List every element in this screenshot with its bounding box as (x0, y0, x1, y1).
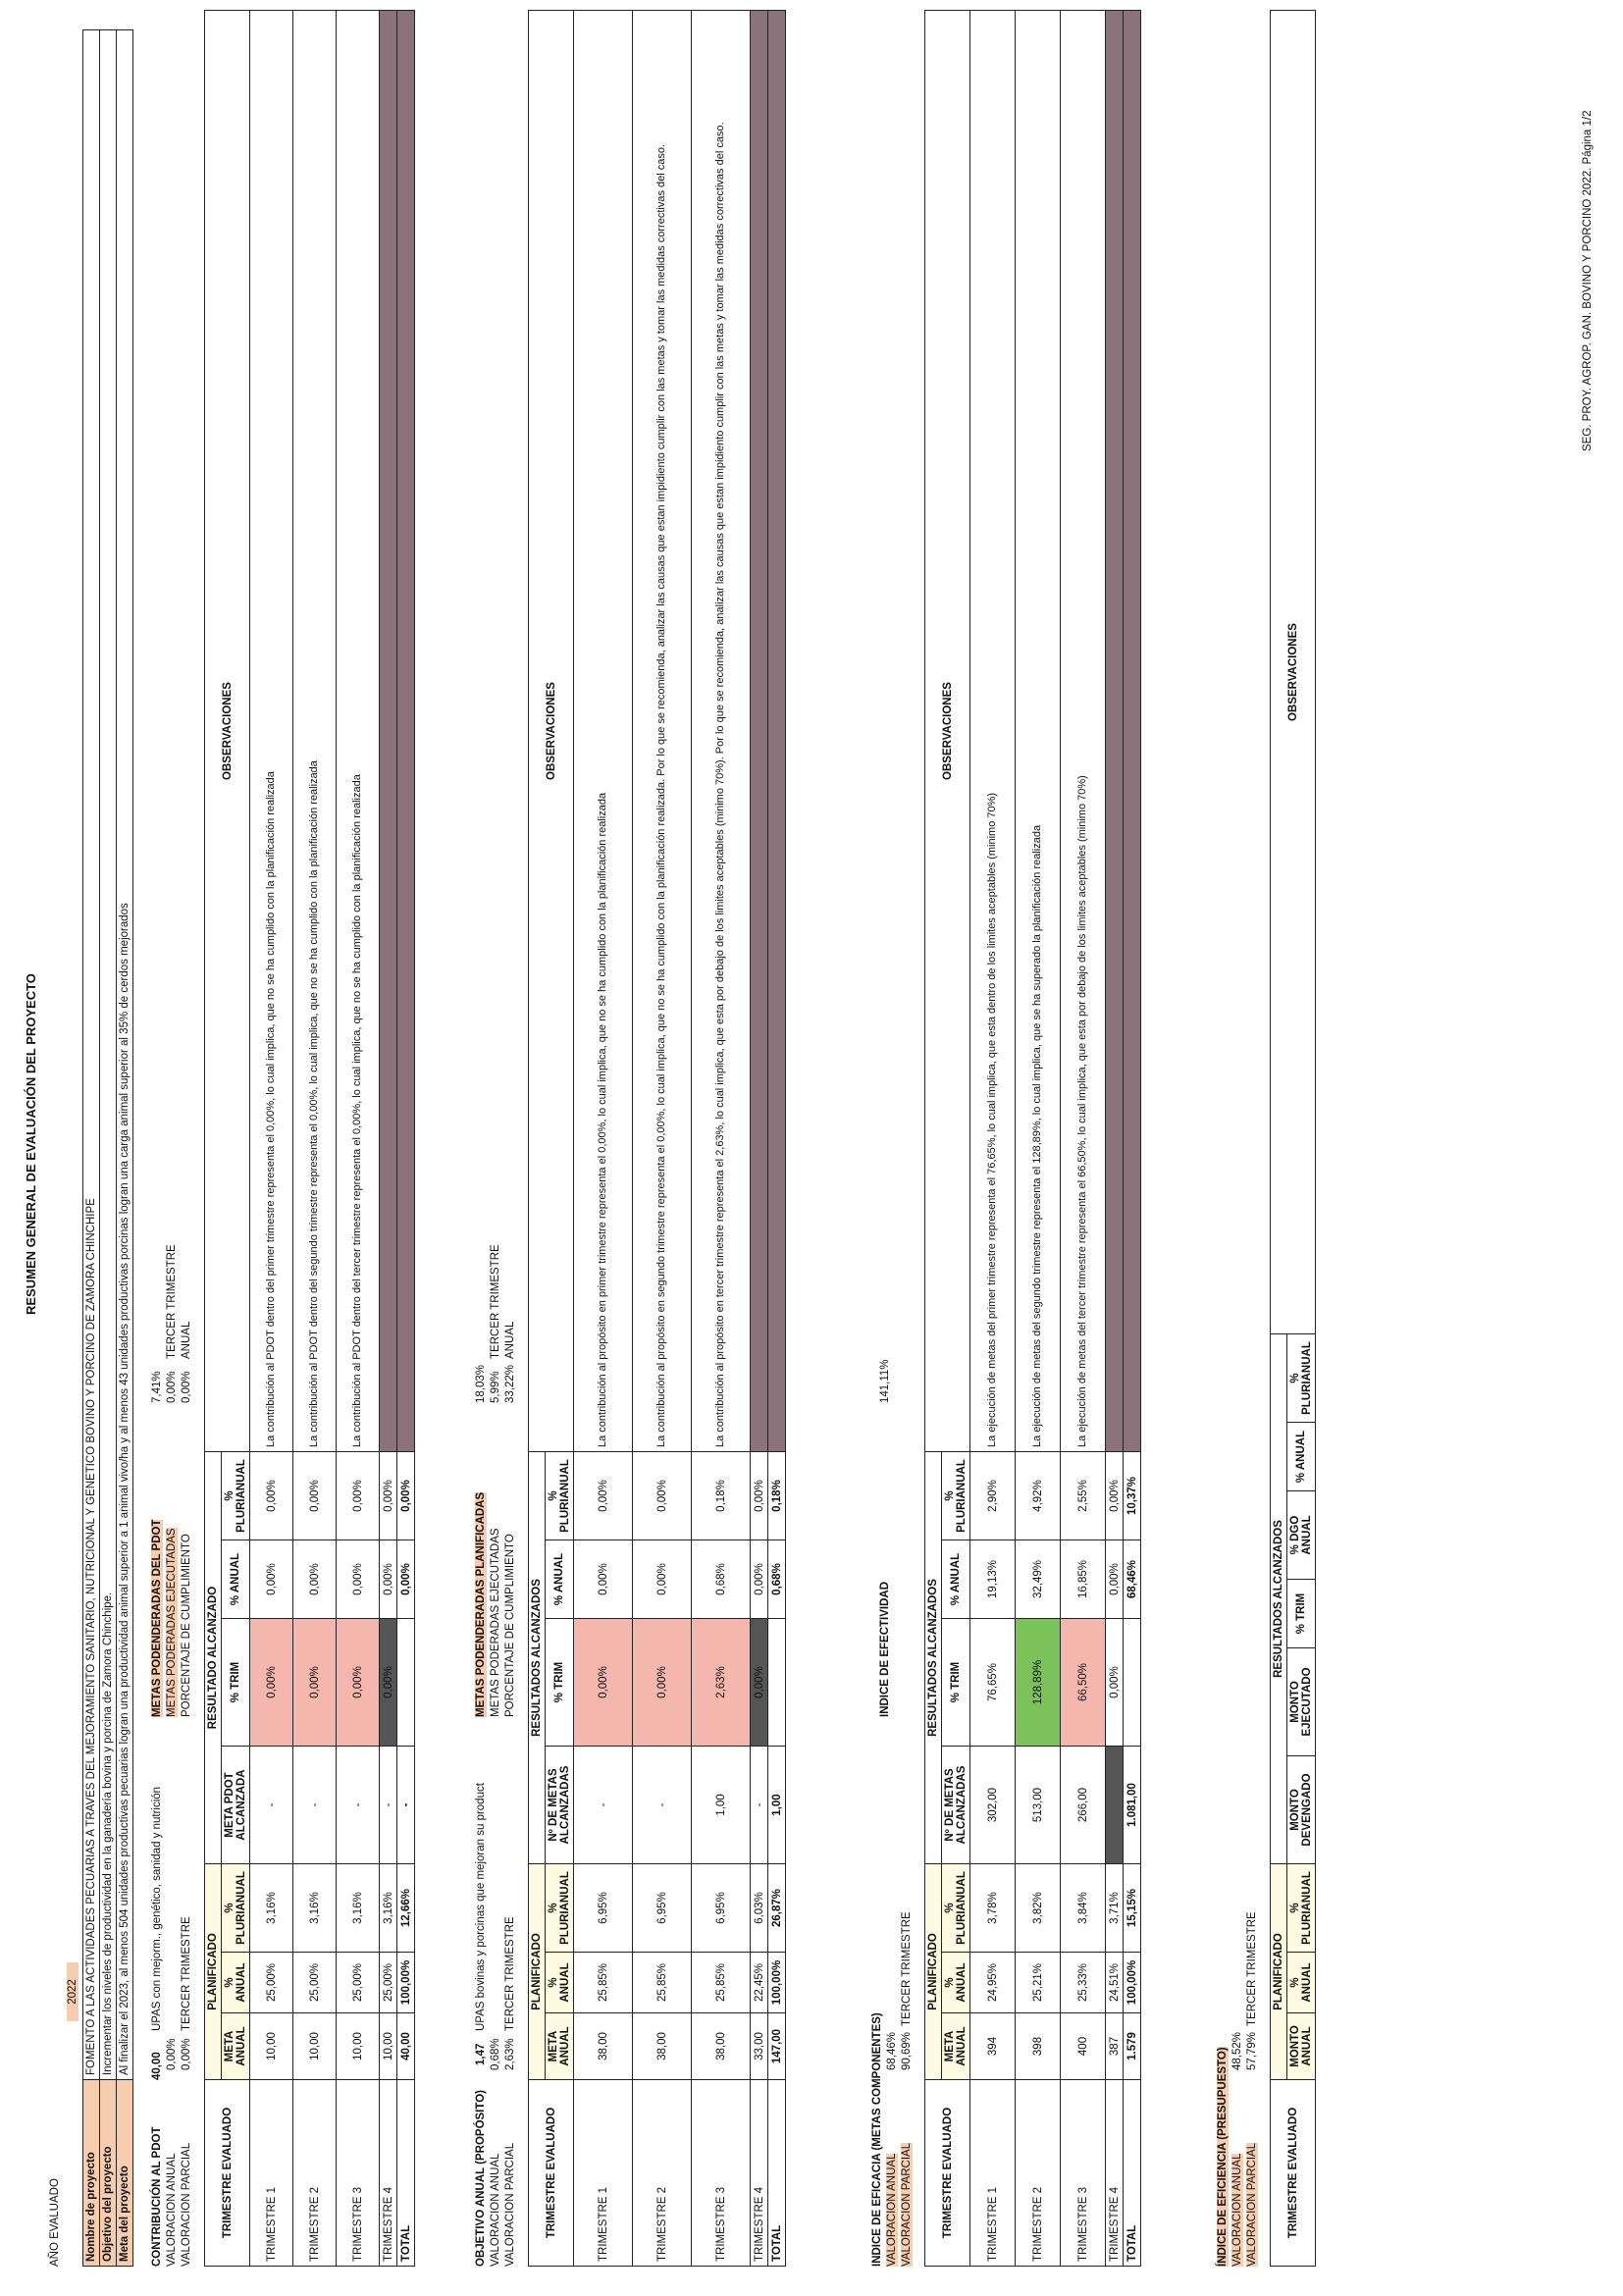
prop-metas-ejec: 5,99% (490, 1371, 501, 1403)
cell-rpluri: 0,18% (768, 1452, 786, 1540)
table-row (397, 11, 415, 2267)
cell-obs: La contribución al propósito en primer trimestre representa el 0,00%, lo cual implica, que no se ha cumplido con la planificación realizada (574, 11, 633, 1452)
cell-pluri: 26,87% (768, 1864, 786, 1953)
cell-trim (768, 1619, 786, 1747)
cell-ranual: 0,00% (337, 1540, 380, 1619)
eficiencia-tercer-trim: TERCER TRIMESTRE (1246, 1911, 1258, 2026)
cell-ranual: 0,00% (1106, 1540, 1124, 1619)
prop-val-anual-label: VALORACION ANUAL (490, 2153, 501, 2267)
cell-obs: La ejecución de metas del primer trimestre representa el 76,65%, lo cual implica, que esta dentro de los limites aceptables (minimo 70%) (970, 11, 1016, 1452)
cell-rpluri: 0,00% (1106, 1452, 1124, 1540)
eficiencia-label: ÍNDICE DE EFICIENCIA (PRESUPUESTO) (1217, 2047, 1229, 2267)
prop-metas-plan: 18,03% (475, 1364, 487, 1403)
cell-meta: 40,00 (397, 2013, 415, 2080)
cell-anual: 100,00% (397, 1953, 415, 2013)
efi-th-obs: OBSERVACIONES (1271, 11, 1316, 1334)
pdot-metas-ejec-label: METAS PODERADAS EJECUTADAS (166, 1528, 178, 1717)
prop-th-alc: Nº DE METAS ALCANZADAS (546, 1747, 574, 1864)
cell-label: TRIMESTRE 4 (751, 2080, 768, 2267)
cell-rpluri: 0,00% (337, 1452, 380, 1540)
pdot-th-rtrim: % TRIM (222, 1619, 250, 1747)
proposito-table (528, 10, 786, 2267)
efi-th-pluri: % PLURIANUAL (1287, 1864, 1316, 1953)
prop-th-rtrim: % TRIM (546, 1619, 574, 1747)
cell-trim: 2,63% (692, 1619, 751, 1747)
cell-pluri: 6,03% (751, 1864, 768, 1953)
cell-alc: - (250, 1747, 293, 1864)
efi-th-rpluri: % PLURIANUAL (1287, 1334, 1316, 1423)
cell-ranual: 0,00% (380, 1540, 397, 1619)
cell-anual: 25,21% (1016, 1953, 1061, 2013)
cell-pluri: 3,16% (380, 1864, 397, 1953)
eficacia-val-parcial-label: VALORACION PARCIAL (901, 2142, 913, 2267)
meta-label: Meta del proyecto (117, 2080, 133, 2267)
cell-ranual: 0,68% (768, 1540, 786, 1619)
cell-label: TRIMESTRE 4 (380, 2080, 397, 2267)
pdot-val-parcial-label: VALORACION PARCIAL (181, 2142, 192, 2267)
cell-alc: - (751, 1747, 768, 1864)
cell-pluri: 3,16% (293, 1864, 337, 1953)
cell-meta: 38,00 (692, 2013, 751, 2080)
prop-th-plan: PLANIFICADO (529, 1864, 546, 2080)
cell-meta: 10,00 (293, 2013, 337, 2080)
table-row (250, 11, 293, 2267)
cell-ranual: 0,00% (293, 1540, 337, 1619)
cell-ranual: 32,49% (1016, 1540, 1061, 1619)
cell-trim: 0,00% (250, 1619, 293, 1747)
cell-alc: 1,00 (692, 1747, 751, 1864)
prop-metas-ejec-label: METAS PODERADAS EJECUTADAS (490, 1528, 501, 1717)
cell-rpluri: 0,00% (574, 1452, 633, 1540)
cell-obs: La contribución al propósito en segundo trimestre representa el 0,00%, lo cual implica, que no se ha cumplido con la planificación realizada. Por lo que se recomienda, analizar las causas que estan impidiento cumplir con las metas y tomar las medidas correctivas del caso. (633, 11, 692, 1452)
cell-alc: 1,00 (768, 1747, 786, 1864)
cell-ranual: 0,00% (250, 1540, 293, 1619)
cell-ranual: 0,00% (751, 1540, 768, 1619)
cell-trim: 0,00% (574, 1619, 633, 1747)
prop-objetivo-valor: 1,47 (475, 2043, 487, 2065)
efic-th-res: RESULTADOS ALCANZADOS (925, 1452, 942, 1864)
cell-anual: 25,33% (1061, 1953, 1106, 2013)
pdot-val-anual-label: VALORACION ANUAL (166, 2153, 178, 2267)
cell-label: TRIMESTRE 1 (574, 2080, 633, 2267)
cell-trim: 76,65% (970, 1619, 1016, 1747)
pdot-summary (151, 49, 200, 2267)
cell-alc: - (380, 1747, 397, 1864)
cell-alc: - (293, 1747, 337, 1864)
cell-anual: 24,95% (970, 1953, 1016, 2013)
cell-pluri: 12,66% (397, 1864, 415, 1953)
cell-label: TRIMESTRE 2 (1016, 2080, 1061, 2267)
cell-pluri: 3,82% (1016, 1864, 1061, 1953)
pdot-metas-ejec: 0,00% (166, 1371, 178, 1403)
cell-pluri: 6,95% (692, 1864, 751, 1953)
cell-label: TRIMESTRE 1 (250, 2080, 293, 2267)
cell-meta: 147,00 (768, 2013, 786, 2080)
prop-th-ranual: % ANUAL (546, 1540, 574, 1619)
cell-anual: 25,85% (574, 1953, 633, 2013)
nombre-value: FOMENTO A LAS ACTIVIDADES PECUARIAS A TRAVES DEL MEJORAMIENTO SANITARIO, NUTRICIONAL Y GENETICO BOVINO Y PORCINO DE ZAMORA CHINCHIPE (83, 30, 100, 2080)
cell-label: TRIMESTRE 3 (1061, 2080, 1106, 2267)
cell-trim (397, 1619, 415, 1747)
efic-th-alc: Nº DE METAS ALCANZADAS (942, 1747, 970, 1864)
cell-label: TRIMESTRE 3 (337, 2080, 380, 2267)
eficacia-val-anual-label: VALORACION ANUAL (886, 2153, 898, 2267)
cell-ranual: 0,00% (633, 1540, 692, 1619)
objetivo-value: Incrementar los niveles de productividad en la ganadería bovina y porcina de Zamora Chinchipe. (100, 30, 117, 2080)
cell-trim: 0,00% (633, 1619, 692, 1747)
cell-anual: 22,45% (751, 1953, 768, 2013)
cell-anual: 100,00% (768, 1953, 786, 2013)
cell-meta: 400 (1061, 2013, 1106, 2080)
cell-ranual: 19,13% (970, 1540, 1016, 1619)
cell-obs: La ejecución de metas del segundo trimestre representa el 128,89%, lo cual implica, que se ha superado la planificación realizada (1016, 11, 1061, 1452)
cell-ranual: 16,85% (1061, 1540, 1106, 1619)
cell-pluri: 3,78% (970, 1864, 1016, 1953)
cell-obs (751, 11, 768, 1452)
cell-pluri: 6,95% (633, 1864, 692, 1953)
eficiencia-summary (1217, 49, 1266, 2267)
cell-anual: 24,51% (1106, 1953, 1124, 2013)
prop-th-rpluri: % PLURIANUAL (546, 1452, 574, 1540)
pdot-th-meta: META ANUAL (222, 2013, 250, 2080)
efi-th-ranual: % ANUAL (1287, 1423, 1316, 1491)
page-title: RESUMEN GENERAL DE EVALUACIÓN DEL PROYECTO (24, 973, 38, 1315)
cell-trim: 128,89% (1016, 1619, 1061, 1747)
pdot-metas-plan: 7,41% (151, 1371, 163, 1403)
proposito-summary (475, 49, 524, 2267)
efectividad-label: INDICE DE EFECTIVIDAD (879, 1581, 891, 1717)
cell-anual: 25,85% (633, 1953, 692, 2013)
efi-th-dgo: % DGO ANUAL (1287, 1491, 1316, 1580)
efic-th-anual: % ANUAL (942, 1953, 970, 2013)
cell-label: TRIMESTRE 3 (692, 2080, 751, 2267)
efi-th-devengado: MONTO DEVENGADO (1287, 1756, 1316, 1864)
pdot-th-res: RESULTADO ALCANZADO (205, 1452, 222, 1864)
cell-meta: 398 (1016, 2013, 1061, 2080)
cell-label: TOTAL (768, 2080, 786, 2267)
prop-val-parcial-label: VALORACION PARCIAL (504, 2142, 516, 2267)
cell-ranual: 0,00% (574, 1540, 633, 1619)
cell-ranual: 0,68% (692, 1540, 751, 1619)
cell-anual: 100,00% (1124, 1953, 1141, 2013)
cell-label: TRIMESTRE 1 (970, 2080, 1016, 2267)
cell-anual: 25,85% (692, 1953, 751, 2013)
prop-th-obs: OBSERVACIONES (529, 11, 574, 1452)
cell-alc: - (397, 1747, 415, 1864)
page-footer: SEG. PROY. AGROP. GAN. BOVINO Y PORCINO 2022. Página 1/2 (1582, 110, 1594, 451)
cell-rpluri: 0,00% (397, 1452, 415, 1540)
table-row (1106, 11, 1124, 2267)
cell-rpluri: 0,00% (293, 1452, 337, 1540)
cell-pluri: 3,84% (1061, 1864, 1106, 1953)
efi-th-plan: PLANIFICADO (1271, 1864, 1287, 2080)
prop-objetivo-label: OBJETIVO ANUAL (PROPÓSITO) (475, 2090, 487, 2267)
cell-pluri: 3,71% (1106, 1864, 1124, 1953)
table-row (768, 11, 786, 2267)
eficacia-table (924, 10, 1141, 2267)
cell-label: TOTAL (1124, 2080, 1141, 2267)
efi-th-anual: % ANUAL (1287, 1953, 1316, 2013)
efic-th-rpluri: % PLURIANUAL (942, 1452, 970, 1540)
table-row (574, 11, 633, 2267)
cell-alc: - (337, 1747, 380, 1864)
table-row (633, 11, 692, 2267)
pdot-porc-sub: ANUAL (181, 1321, 192, 1359)
efic-th-trim: TRIMESTRE EVALUADO (925, 2080, 970, 2267)
table-row (970, 11, 1016, 2267)
pdot-metas-plan-label: METAS PODENDERADAS DEL PDOT (151, 1519, 163, 1717)
eficacia-label: INDICE DE EFICACIA (METAS COMPONENTES) (871, 2012, 883, 2267)
pdot-porc-label: PORCENTAJE DE CUMPLIMIENTO (181, 1534, 192, 1717)
prop-metas-plan-label: METAS PODENDERADAS PLANIFICADAS (475, 1491, 487, 1717)
efi-th-ejecutado: MONTO EJECUTADO (1287, 1648, 1316, 1756)
pdot-tercer-trim: TERCER TRIMESTRE (181, 1916, 192, 2031)
cell-pluri: 3,16% (337, 1864, 380, 1953)
cell-rpluri: 2,55% (1061, 1452, 1106, 1540)
table-row (1061, 11, 1106, 2267)
objetivo-label: Objetivo del proyecto (100, 2080, 117, 2267)
prop-porc: 33,22% (504, 1364, 516, 1403)
cell-meta: 1.579 (1124, 2013, 1141, 2080)
efi-th-monto: MONTO ANUAL (1287, 2013, 1316, 2080)
pdot-th-obs: OBSERVACIONES (205, 11, 250, 1452)
cell-alc: 1.081,00 (1124, 1747, 1141, 1864)
efic-th-rtrim: % TRIM (942, 1619, 970, 1747)
cell-alc: - (633, 1747, 692, 1864)
table-row (337, 11, 380, 2267)
cell-meta: 10,00 (250, 2013, 293, 2080)
cell-rpluri: 2,90% (970, 1452, 1016, 1540)
pdot-table (204, 10, 415, 2267)
cell-alc (1106, 1747, 1124, 1864)
pdot-contribucion-label: CONTRIBUCIÓN AL PDOT (151, 2126, 163, 2267)
cell-rpluri: 0,00% (380, 1452, 397, 1540)
eficiencia-val-anual: 48,52% (1231, 2031, 1243, 2070)
eficiencia-val-parcial: 57,79% (1246, 2031, 1258, 2070)
pdot-th-rpluri: % PLURIANUAL (222, 1452, 250, 1540)
cell-trim: 0,00% (1106, 1619, 1124, 1747)
prop-porc-label: PORCENTAJE DE CUMPLIMIENTO (504, 1534, 516, 1717)
cell-label: TOTAL (397, 2080, 415, 2267)
cell-rpluri: 10,37% (1124, 1452, 1141, 1540)
efi-th-trimp: % TRIM (1287, 1580, 1316, 1648)
cell-trim: 0,00% (293, 1619, 337, 1747)
cell-meta: 394 (970, 2013, 1016, 2080)
cell-alc: - (574, 1747, 633, 1864)
prop-val-parcial: 2,63% (504, 2038, 516, 2070)
cell-label: TRIMESTRE 2 (633, 2080, 692, 2267)
efectividad-valor: 141,11% (879, 1359, 891, 1403)
eficiencia-table (1270, 10, 1316, 2267)
cell-pluri: 6,95% (574, 1864, 633, 1953)
prop-metas-ejec-sub: TERCER TRIMESTRE (490, 1244, 501, 1359)
prop-th-anual: % ANUAL (546, 1953, 574, 2013)
cell-trim: 66,50% (1061, 1619, 1106, 1747)
cell-rpluri: 0,18% (692, 1452, 751, 1540)
pdot-val-parcial: 0,00% (181, 2038, 192, 2070)
cell-meta: 387 (1106, 2013, 1124, 2080)
prop-objetivo-texto: UPAS bovinas y porcinas que mejoran su product (475, 1783, 487, 2031)
cell-pluri: 15,15% (1124, 1864, 1141, 1953)
eficacia-tercer-trim: TERCER TRIMESTRE (901, 1911, 913, 2026)
cell-anual: 25,00% (337, 1953, 380, 2013)
prop-th-trim: TRIMESTRE EVALUADO (529, 2080, 574, 2267)
cell-trim (1124, 1619, 1141, 1747)
cell-obs: La contribución al propósito en tercer trimestre representa el 2,63%, lo cual implica, que esta por debajo de los limites aceptables (minimo 70%). Por lo que se recomienda, analizar las causas que estan impidiento cumplir con las metas y tomar las medidas correctivas del caso. (692, 11, 751, 1452)
cell-meta: 38,00 (574, 2013, 633, 2080)
anio-value: 2022 (67, 1962, 79, 2021)
cell-rpluri: 4,92% (1016, 1452, 1061, 1540)
pdot-th-pluri: % PLURIANUAL (222, 1864, 250, 1953)
efic-th-pluri: % PLURIANUAL (942, 1864, 970, 1953)
efic-th-meta: META ANUAL (942, 2013, 970, 2080)
efi-th-res: RESULTADOS ALCANZADOS (1271, 1334, 1287, 1864)
prop-val-anual: 0,68% (490, 2038, 501, 2070)
cell-label: TRIMESTRE 4 (1106, 2080, 1124, 2267)
table-row (293, 11, 337, 2267)
cell-meta: 10,00 (380, 2013, 397, 2080)
efic-th-obs: OBSERVACIONES (925, 11, 970, 1452)
meta-value: Al finalizar el 2023, al menos 504 unidades productivas pecuarias logran una productividad animal superior a 1 animal vivo/ha y al menos 43 unidades productivas porcinas logran una carga animal superior al 35% de cerdos mejorados (117, 30, 133, 2080)
cell-obs: La ejecución de metas del tercer trimestre representa el 66,50%, lo cual implica, que esta por debajo de los limites aceptables (minimo 70%) (1061, 11, 1106, 1452)
cell-ranual: 0,00% (397, 1540, 415, 1619)
pdot-th-anual: % ANUAL (222, 1953, 250, 2013)
cell-obs (380, 11, 397, 1452)
cell-ranual: 68,46% (1124, 1540, 1141, 1619)
cell-rpluri: 0,00% (751, 1452, 768, 1540)
table-row (692, 11, 751, 2267)
cell-meta: 10,00 (337, 2013, 380, 2080)
cell-rpluri: 0,00% (250, 1452, 293, 1540)
table-row (1016, 11, 1061, 2267)
cell-alc: 266,00 (1061, 1747, 1106, 1864)
pdot-contribucion-valor: 40,00 (151, 2052, 163, 2080)
prop-th-pluri: % PLURIANUAL (546, 1864, 574, 1953)
cell-obs: La contribución al PDOT dentro del segundo trimestre representa el 0,00%, lo cual implica, que no se ha cumplido con la planificación realizada (293, 11, 337, 1452)
pdot-porc: 0,00% (181, 1371, 192, 1403)
table-row (380, 11, 397, 2267)
anio-label: AÑO EVALUADO (49, 2178, 61, 2267)
eficacia-val-parcial: 90,69% (901, 2031, 913, 2070)
eficacia-val-anual: 68,46% (886, 2031, 898, 2070)
cell-anual: 25,00% (293, 1953, 337, 2013)
cell-obs (397, 11, 415, 1452)
cell-label: TRIMESTRE 2 (293, 2080, 337, 2267)
cell-obs (1106, 11, 1124, 1452)
cell-obs: La contribución al PDOT dentro del tercer trimestre representa el 0,00%, lo cual implica, que no se ha cumplido con la planificación realizada (337, 11, 380, 1452)
cell-rpluri: 0,00% (633, 1452, 692, 1540)
cell-alc: 513,00 (1016, 1747, 1061, 1864)
pdot-th-plan: PLANIFICADO (205, 1864, 222, 2080)
eficiencia-val-anual-label: VALORACION ANUAL (1231, 2153, 1243, 2267)
table-row (751, 11, 768, 2267)
cell-pluri: 3,16% (250, 1864, 293, 1953)
efic-th-ranual: % ANUAL (942, 1540, 970, 1619)
table-row (1124, 11, 1141, 2267)
project-info-table (82, 29, 133, 2267)
cell-trim: 0,00% (337, 1619, 380, 1747)
pdot-metas-ejec-sub: TERCER TRIMESTRE (166, 1244, 178, 1359)
cell-obs: La contribución al PDOT dentro del primer trimestre representa el 0,00%, lo cual implica, que no se ha cumplido con la planificación realizada (250, 11, 293, 1452)
efi-th-trim: TRIMESTRE EVALUADO (1271, 2080, 1316, 2267)
prop-porc-sub: ANUAL (504, 1321, 516, 1359)
cell-alc: 302,00 (970, 1747, 1016, 1864)
cell-obs (1124, 11, 1141, 1452)
eficacia-summary (871, 49, 920, 2267)
pdot-th-ranual: % ANUAL (222, 1540, 250, 1619)
pdot-contribucion-texto: UPAS con mejorm., genético, sanidad y nutrición (151, 1786, 163, 2031)
pdot-th-alc: META PDOT ALCANZADA (222, 1747, 250, 1864)
cell-meta: 33,00 (751, 2013, 768, 2080)
cell-obs (768, 11, 786, 1452)
cell-trim: 0,00% (380, 1619, 397, 1747)
prop-th-meta: META ANUAL (546, 2013, 574, 2080)
prop-tercer-trim: TERCER TRIMESTRE (504, 1916, 516, 2031)
prop-th-res: RESULTADOS ALCANZADOS (529, 1452, 546, 1864)
efic-th-plan: PLANIFICADO (925, 1864, 942, 2080)
cell-meta: 38,00 (633, 2013, 692, 2080)
cell-anual: 25,00% (380, 1953, 397, 2013)
cell-anual: 25,00% (250, 1953, 293, 2013)
nombre-label: Nombre de proyecto (83, 2080, 100, 2267)
pdot-val-anual: 0,00% (166, 2038, 178, 2070)
pdot-th-trim: TRIMESTRE EVALUADO (205, 2080, 250, 2267)
cell-trim: 0,00% (751, 1619, 768, 1747)
eficiencia-val-parcial-label: VALORACION PARCIAL (1246, 2142, 1258, 2267)
